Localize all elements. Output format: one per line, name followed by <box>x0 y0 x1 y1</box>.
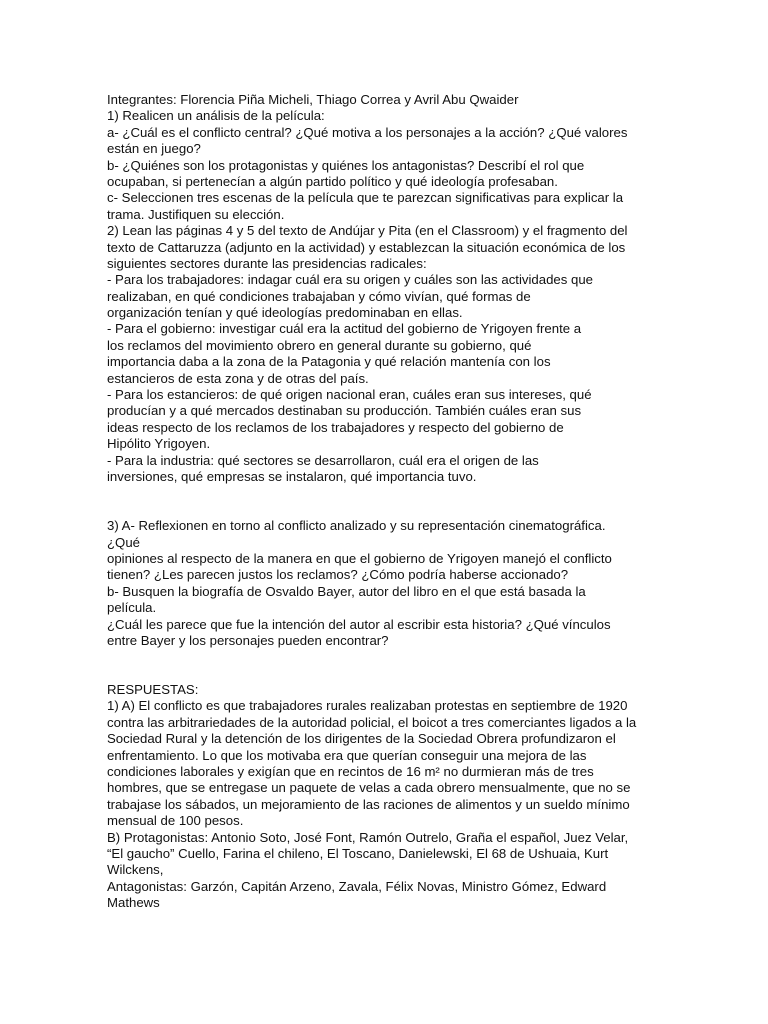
text-line: inversiones, qué empresas se instalaron, qué importancia tuvo. <box>107 468 477 484</box>
text-line: “El gaucho” Cuello, Farina el chileno, El Toscano, Danielewski, El 68 de Ushuaia, Kurt <box>107 846 609 861</box>
text-line: 1) Realicen un análisis de la película: <box>107 108 325 124</box>
text-line: importancia daba a la zona de la Patagonia y qué relación mantenía con los <box>107 354 551 370</box>
text-line: Integrantes: Florencia Piña Micheli, Thiago Correa y Avril Abu Qwaider <box>107 92 519 107</box>
text-line: ocupaban, si pertenecían a algún partido político y qué ideología profesaban. <box>107 173 558 189</box>
text-line: c- Seleccionen tres escenas de la película que te parezcan significativas para explicar la <box>107 190 624 206</box>
text-line: ¿Qué <box>107 534 140 550</box>
text-line: contra las arbitrariedades de la autoridad policial, el boicot a tres comerciantes ligados a la <box>107 714 637 730</box>
text-line: organización tenían y qué ideologías predominaban en ellas. <box>107 305 463 321</box>
text-line: B) Protagonistas: Antonio Soto, José Font, Ramón Outrelo, Graña el español, Juez Velar, <box>107 829 629 845</box>
text-line: 1) A) El conflicto es que trabajadores rurales realizaban protestas en septiembre de 1920 <box>107 698 628 714</box>
text-line: mensual de 100 pesos. <box>107 813 244 829</box>
text-line: Sociedad Rural y la detención de los dirigentes de la Sociedad Obrera profundizaron el <box>107 731 616 747</box>
text-line: - Para los estancieros: de qué origen nacional eran, cuáles eran sus intereses, qué <box>107 387 592 403</box>
text-line: - Para la industria: qué sectores se desarrollaron, cuál era el origen de las <box>107 452 539 468</box>
text-line: Hipólito Yrigoyen. <box>107 436 211 452</box>
text-line: 3) A- Reflexionen en torno al conflicto analizado y su representación cinematográfica. <box>107 518 606 534</box>
text-line: 2) Lean las páginas 4 y 5 del texto de Andújar y Pita (en el Classroom) y el fragmento del <box>107 223 628 239</box>
section-heading: RESPUESTAS: <box>107 682 199 698</box>
text-line: están en juego? <box>107 141 201 157</box>
text-line: a- ¿Cuál es el conflicto central? ¿Qué motiva a los personajes a la acción? ¿Qué valores <box>107 124 628 140</box>
text-line: producían y a qué mercados destinaban su producción. También cuáles eran sus <box>107 403 582 419</box>
text-line: Mathews <box>107 895 160 911</box>
text-line: Antagonistas: Garzón, Capitán Arzeno, Zavala, Félix Novas, Ministro Gómez, Edward <box>107 878 607 894</box>
text-line: Wilckens, <box>107 862 164 878</box>
text-line: trama. Justifiquen su elección. <box>107 206 285 222</box>
text-line: realizaban, en qué condiciones trabajaban y cómo vivían, qué formas de <box>107 288 531 304</box>
text-line: b- ¿Quiénes son los protagonistas y quiénes los antagonistas? Describí el rol que <box>107 157 585 173</box>
text-line: opiniones al respecto de la manera en que el gobierno de Yrigoyen manejó el conflicto <box>107 550 612 566</box>
text-line: los reclamos del movimiento obrero en general durante su gobierno, qué <box>107 337 532 353</box>
text-line: entre Bayer y los personajes pueden encontrar? <box>107 632 389 648</box>
text-line: ¿Cuál les parece que fue la intención del autor al escribir esta historia? ¿Qué vínculos <box>107 616 611 632</box>
text-line: - Para los trabajadores: indagar cuál era su origen y cuáles son las actividades que <box>107 272 594 288</box>
text-line: estancieros de esta zona y de otras del país. <box>107 370 369 386</box>
text-line: hombres, que se entregase un paquete de velas a cada obrero mensualmente, que no se <box>107 780 631 796</box>
text-line: tienen? ¿Les parecen justos los reclamos? ¿Cómo podría haberse accionado? <box>107 567 569 583</box>
text-line: ideas respecto de los reclamos de los trabajadores y respecto del gobierno de <box>107 419 564 435</box>
text-line: texto de Cattaruzza (adjunto en la actividad) y establezcan la situación económica de los <box>107 239 626 255</box>
text-line: enfrentamiento. Lo que los motivaba era que querían conseguir una mejora de las <box>107 747 587 763</box>
blank-space <box>107 649 667 682</box>
text-line: condiciones laborales y exigían que en recintos de 16 m² no durmieran más de tres <box>107 764 594 780</box>
text-line: película. <box>107 600 157 616</box>
text-line: trabajase los sábados, un mejoramiento de las raciones de alimentos y un sueldo mínimo <box>107 796 630 812</box>
text-line: - Para el gobierno: investigar cuál era la actitud del gobierno de Yrigoyen frente a <box>107 321 582 337</box>
document-body <box>107 92 667 912</box>
assignment-instructions <box>107 92 667 485</box>
text-line: siguientes sectores durante las presidencias radicales: <box>107 255 427 271</box>
answers-section <box>107 682 667 911</box>
blank-space <box>107 485 667 518</box>
text-line: b- Busquen la biografía de Osvaldo Bayer, autor del libro en el que está basada la <box>107 583 586 599</box>
reflection-questions <box>107 518 667 649</box>
